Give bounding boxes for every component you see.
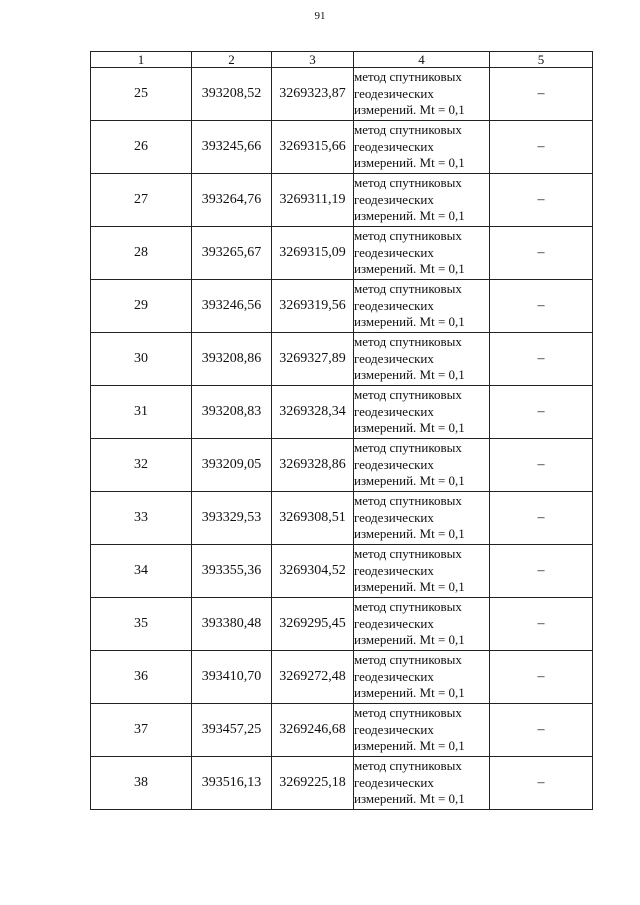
method-line: геодезических: [354, 350, 434, 366]
method-cell: [354, 386, 490, 439]
coordinate-y: 3269319,56: [272, 280, 354, 333]
method-cell: [354, 68, 490, 121]
method-cell: [354, 333, 490, 386]
page-number: 91: [314, 10, 326, 22]
note-cell: –: [490, 704, 593, 757]
table-row: [91, 386, 593, 439]
method-cell: [354, 227, 490, 280]
table-row: [91, 757, 593, 810]
table-row: [91, 333, 593, 386]
table-row: [91, 68, 593, 121]
method-line: измерений. Mt = 0,1: [354, 314, 465, 330]
point-number: 37: [91, 704, 192, 757]
coordinate-x: 393516,13: [192, 757, 272, 810]
coordinate-x: 393410,70: [192, 651, 272, 704]
method-line: метод спутниковых: [354, 334, 462, 350]
note-cell: –: [490, 386, 593, 439]
method-line: метод спутниковых: [354, 228, 462, 244]
note-cell: –: [490, 651, 593, 704]
table-row: [91, 280, 593, 333]
method-cell: [354, 651, 490, 704]
method-line: метод спутниковых: [354, 599, 462, 615]
method-cell: [354, 598, 490, 651]
point-number: 27: [91, 174, 192, 227]
method-line: измерений. Mt = 0,1: [354, 632, 465, 648]
column-header-3: 3: [272, 52, 354, 68]
table-row: [91, 227, 593, 280]
coordinate-y: 3269225,18: [272, 757, 354, 810]
coordinate-x: 393457,25: [192, 704, 272, 757]
coordinate-x: 393208,52: [192, 68, 272, 121]
coordinate-y: 3269304,52: [272, 545, 354, 598]
note-cell: –: [490, 68, 593, 121]
method-cell: [354, 545, 490, 598]
point-number: 35: [91, 598, 192, 651]
coordinate-x: 393329,53: [192, 492, 272, 545]
coordinate-x: 393208,86: [192, 333, 272, 386]
coordinate-y: 3269308,51: [272, 492, 354, 545]
point-number: 26: [91, 121, 192, 174]
table-row: [91, 651, 593, 704]
method-line: геодезических: [354, 456, 434, 472]
method-line: геодезических: [354, 668, 434, 684]
method-line: измерений. Mt = 0,1: [354, 208, 465, 224]
method-line: измерений. Mt = 0,1: [354, 791, 465, 807]
table-row: [91, 174, 593, 227]
coordinate-y: 3269295,45: [272, 598, 354, 651]
method-line: геодезических: [354, 774, 434, 790]
coordinate-y: 3269315,66: [272, 121, 354, 174]
coordinate-y: 3269328,86: [272, 439, 354, 492]
table-row: [91, 704, 593, 757]
note-cell: –: [490, 492, 593, 545]
point-number: 38: [91, 757, 192, 810]
table-row: [91, 598, 593, 651]
method-line: измерений. Mt = 0,1: [354, 473, 465, 489]
method-cell: [354, 492, 490, 545]
coordinate-x: 393264,76: [192, 174, 272, 227]
table-header-row: [91, 52, 593, 68]
column-header-4: 4: [354, 52, 490, 68]
method-line: геодезических: [354, 562, 434, 578]
note-cell: –: [490, 174, 593, 227]
coordinate-x: 393355,36: [192, 545, 272, 598]
method-line: метод спутниковых: [354, 175, 462, 191]
table-row: [91, 439, 593, 492]
method-line: метод спутниковых: [354, 440, 462, 456]
point-number: 33: [91, 492, 192, 545]
method-cell: [354, 121, 490, 174]
method-line: метод спутниковых: [354, 652, 462, 668]
table-body: [91, 68, 593, 810]
coordinate-y: 3269246,68: [272, 704, 354, 757]
method-line: измерений. Mt = 0,1: [354, 102, 465, 118]
method-line: метод спутниковых: [354, 122, 462, 138]
point-number: 34: [91, 545, 192, 598]
point-number: 30: [91, 333, 192, 386]
coordinate-y: 3269323,87: [272, 68, 354, 121]
method-cell: [354, 174, 490, 227]
method-line: измерений. Mt = 0,1: [354, 155, 465, 171]
method-line: геодезических: [354, 85, 434, 101]
column-header-2: 2: [192, 52, 272, 68]
method-line: измерений. Mt = 0,1: [354, 526, 465, 542]
table-row: [91, 492, 593, 545]
coordinates-table: [90, 51, 593, 810]
method-line: геодезических: [354, 615, 434, 631]
method-line: метод спутниковых: [354, 705, 462, 721]
note-cell: –: [490, 280, 593, 333]
note-cell: –: [490, 545, 593, 598]
method-line: измерений. Mt = 0,1: [354, 685, 465, 701]
coordinate-x: 393208,83: [192, 386, 272, 439]
method-line: метод спутниковых: [354, 69, 462, 85]
point-number: 25: [91, 68, 192, 121]
method-line: измерений. Mt = 0,1: [354, 261, 465, 277]
point-number: 29: [91, 280, 192, 333]
method-line: измерений. Mt = 0,1: [354, 579, 465, 595]
note-cell: –: [490, 598, 593, 651]
coordinate-x: 393209,05: [192, 439, 272, 492]
method-line: метод спутниковых: [354, 493, 462, 509]
column-header-1: 1: [91, 52, 192, 68]
coordinate-x: 393380,48: [192, 598, 272, 651]
coordinate-y: 3269311,19: [272, 174, 354, 227]
method-line: метод спутниковых: [354, 546, 462, 562]
method-cell: [354, 704, 490, 757]
coordinate-y: 3269327,89: [272, 333, 354, 386]
method-line: метод спутниковых: [354, 281, 462, 297]
coordinate-x: 393245,66: [192, 121, 272, 174]
point-number: 36: [91, 651, 192, 704]
method-line: метод спутниковых: [354, 387, 462, 403]
coordinate-y: 3269272,48: [272, 651, 354, 704]
point-number: 31: [91, 386, 192, 439]
coordinate-y: 3269315,09: [272, 227, 354, 280]
method-line: геодезических: [354, 509, 434, 525]
method-line: геодезических: [354, 244, 434, 260]
method-line: геодезических: [354, 138, 434, 154]
method-line: измерений. Mt = 0,1: [354, 420, 465, 436]
method-line: геодезических: [354, 297, 434, 313]
note-cell: –: [490, 333, 593, 386]
method-cell: [354, 439, 490, 492]
method-cell: [354, 757, 490, 810]
note-cell: –: [490, 227, 593, 280]
coordinate-x: 393265,67: [192, 227, 272, 280]
method-line: измерений. Mt = 0,1: [354, 738, 465, 754]
method-line: метод спутниковых: [354, 758, 462, 774]
method-line: измерений. Mt = 0,1: [354, 367, 465, 383]
point-number: 28: [91, 227, 192, 280]
method-line: геодезических: [354, 403, 434, 419]
table-row: [91, 545, 593, 598]
method-line: геодезических: [354, 721, 434, 737]
method-cell: [354, 280, 490, 333]
table-row: [91, 121, 593, 174]
method-line: геодезических: [354, 191, 434, 207]
column-header-5: 5: [490, 52, 593, 68]
coordinate-x: 393246,56: [192, 280, 272, 333]
note-cell: –: [490, 121, 593, 174]
note-cell: –: [490, 757, 593, 810]
note-cell: –: [490, 439, 593, 492]
point-number: 32: [91, 439, 192, 492]
coordinate-y: 3269328,34: [272, 386, 354, 439]
